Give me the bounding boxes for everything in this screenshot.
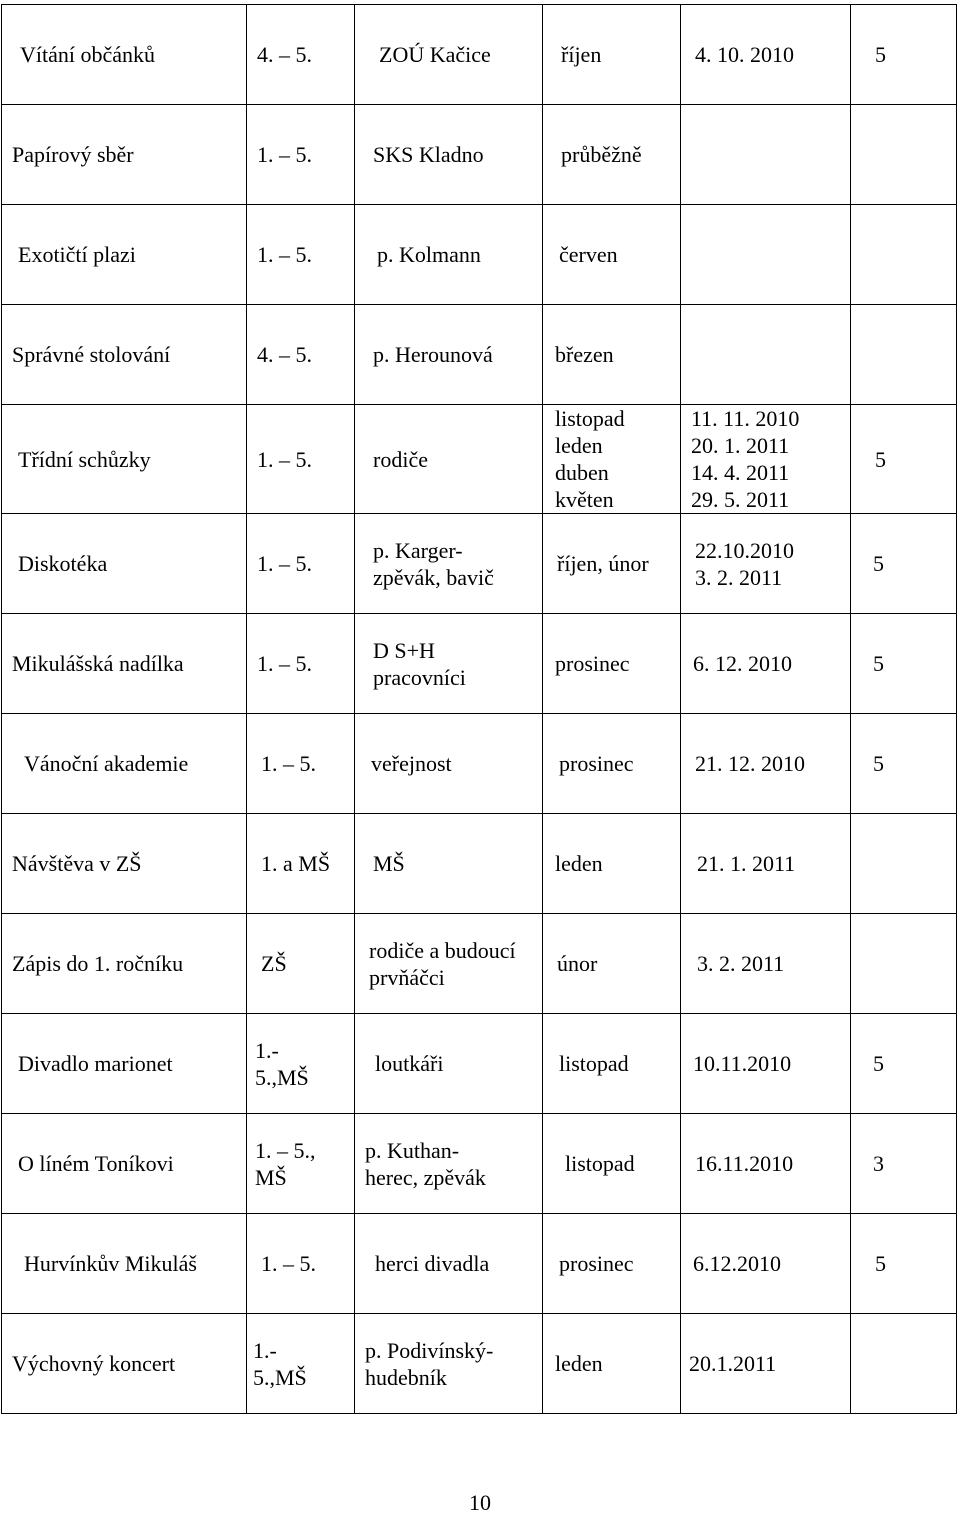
cell-text: leden [555,851,603,876]
table-cell [681,714,851,814]
cell-text: průběžně [561,142,642,167]
table-cell [851,814,957,914]
table-row [2,614,957,714]
cell-text: 1. – 5. [257,242,312,267]
table-cell [247,614,355,714]
table-row [2,205,957,305]
cell-text: leden [555,1351,603,1376]
table-cell [681,1214,851,1314]
table-cell [247,105,355,205]
cell-text: O líném Toníkovi [18,1151,174,1176]
table-cell [851,914,957,1014]
events-table-body [2,5,957,1414]
cell-text: 5 [875,446,886,472]
cell-text: SKS Kladno [373,142,484,167]
table-cell [247,405,355,514]
cell-text: Vánoční akademie [24,751,189,776]
cell-text: p. Kolmann [377,242,481,267]
cell-text: 3 [873,1151,884,1176]
cell-text: 5 [875,1251,886,1276]
table-cell [681,105,851,205]
table-row [2,5,957,105]
cell-text: 4. – 5. [257,342,312,367]
cell-text: p. Kuthan- herec, zpěvák [365,1137,486,1190]
cell-text: 16.11.2010 [695,1151,794,1176]
table-cell [355,1314,543,1414]
table-cell [355,714,543,814]
cell-text: 1. – 5. [257,651,312,676]
table-cell [2,5,247,105]
cell-text: Exotičtí plazi [18,242,136,267]
table-cell [543,914,681,1014]
cell-text: 1.- 5.,MŠ [253,1337,307,1390]
table-row [2,514,957,614]
table-cell [247,5,355,105]
table-cell [247,1214,355,1314]
table-cell [543,105,681,205]
table-cell [2,1114,247,1214]
cell-text: Papírový sběr [12,142,134,167]
cell-text: 4. 10. 2010 [695,42,794,67]
cell-text: 21. 1. 2011 [697,851,796,876]
cell-text: Třídní schůzky [18,446,151,472]
table-cell [355,5,543,105]
table-cell [543,714,681,814]
table-row [2,105,957,205]
cell-text: rodiče [373,446,428,472]
table-cell [355,814,543,914]
table-cell [543,1314,681,1414]
cell-text: 1. – 5. [257,551,312,576]
cell-text: listopad leden duben květen [555,406,625,512]
cell-text: herci divadla [375,1251,490,1276]
table-cell [851,514,957,614]
cell-text: 11. 11. 2010 20. 1. 2011 14. 4. 2011 29. 5. 2011 [691,406,800,512]
table-cell [681,614,851,714]
table-row [2,1114,957,1214]
table-cell [355,514,543,614]
table-cell [851,405,957,514]
cell-text: rodiče a budoucí prvňáčci [369,937,516,990]
table-cell [681,814,851,914]
table-row [2,1014,957,1114]
table-cell [2,1214,247,1314]
cell-text: 5 [873,751,884,776]
table-cell [355,305,543,405]
table-cell [355,205,543,305]
table-cell [247,914,355,1014]
table-cell [851,1014,957,1114]
table-cell [851,1314,957,1414]
table-cell [543,305,681,405]
table-cell [543,514,681,614]
cell-text: 5 [873,1051,884,1076]
table-cell [543,1214,681,1314]
table-cell [247,1314,355,1414]
cell-text: ZOÚ Kačice [379,42,491,67]
table-cell [851,1214,957,1314]
table-cell [681,305,851,405]
table-cell [851,305,957,405]
table-cell [2,1314,247,1414]
cell-text: veřejnost [371,751,452,776]
cell-text: 1. – 5. [257,446,312,472]
cell-text: 20.1.2011 [689,1351,777,1376]
cell-text: prosinec [555,651,630,676]
table-cell [851,5,957,105]
table-cell [681,405,851,514]
cell-text: p. Herounová [373,342,493,367]
table-cell [247,1014,355,1114]
cell-text: Mikulášská nadílka [12,651,184,676]
cell-text: 1. a MŠ [261,851,331,876]
cell-text: D S+H pracovníci [373,637,466,690]
table-cell [2,714,247,814]
table-cell [681,5,851,105]
table-cell [851,714,957,814]
table-cell [355,614,543,714]
cell-text: 5 [873,551,884,576]
cell-text: Správné stolování [12,342,171,367]
table-cell [2,405,247,514]
table-cell [681,205,851,305]
table-cell [2,105,247,205]
table-cell [2,614,247,714]
table-cell [355,914,543,1014]
table-cell [2,1014,247,1114]
cell-text: p. Podivínský- hudebník [365,1337,494,1390]
cell-text: 3. 2. 2011 [697,951,785,976]
cell-text: 10.11.2010 [693,1051,792,1076]
cell-text: 22.10.2010 3. 2. 2011 [695,537,794,590]
cell-text: 1. – 5. [261,1251,316,1276]
table-cell [851,205,957,305]
table-cell [681,1314,851,1414]
table-cell [681,914,851,1014]
table-cell [355,405,543,514]
table-cell [2,914,247,1014]
cell-text: 1.- 5.,MŠ [255,1037,309,1090]
table-cell [2,205,247,305]
table-cell [247,814,355,914]
table-row [2,405,957,514]
cell-text: Divadlo marionet [18,1051,173,1076]
table-cell [355,105,543,205]
table-cell [2,305,247,405]
table-cell [247,514,355,614]
cell-text: prosinec [559,1251,634,1276]
table-cell [247,305,355,405]
table-cell [247,1114,355,1214]
cell-text: březen [555,342,614,367]
table-row [2,305,957,405]
table-cell [355,1014,543,1114]
cell-text: únor [557,951,598,976]
cell-text: Zápis do 1. ročníku [12,951,184,976]
table-cell [247,205,355,305]
table-cell [543,5,681,105]
table-cell [355,1214,543,1314]
table-row [2,814,957,914]
cell-text: Diskotéka [18,551,108,576]
cell-text: Hurvínkův Mikuláš [24,1251,197,1276]
cell-text: červen [559,242,618,267]
cell-text: 5 [873,651,884,676]
table-cell [543,405,681,514]
table-cell [2,814,247,914]
table-cell [543,614,681,714]
table-cell [543,1114,681,1214]
cell-text: Návštěva v ZŠ [12,851,142,876]
cell-text: 1. – 5. [257,142,312,167]
table-row [2,1214,957,1314]
cell-text: listopad [559,1051,629,1076]
table-row [2,714,957,814]
cell-text: p. Karger- zpěvák, bavič [373,537,494,590]
cell-text: Vítání občánků [20,42,156,67]
cell-text: 6.12.2010 [693,1251,781,1276]
cell-text: listopad [565,1151,635,1176]
cell-text: 21. 12. 2010 [695,751,805,776]
table-cell [543,814,681,914]
table-cell [247,714,355,814]
table-cell [681,1014,851,1114]
table-cell [851,614,957,714]
table-cell [355,1114,543,1214]
cell-text: ZŠ [261,951,287,976]
cell-text: loutkáři [375,1051,444,1076]
cell-text: 1. – 5. [261,751,316,776]
cell-text: Výchovný koncert [12,1351,176,1376]
cell-text: říjen, únor [557,551,649,576]
table-cell [543,205,681,305]
table-row [2,1314,957,1414]
events-table [1,4,957,1414]
cell-text: říjen [561,42,602,67]
cell-text: MŠ [373,851,405,876]
cell-text: 4. – 5. [257,42,312,67]
table-cell [851,1114,957,1214]
table-row [2,914,957,1014]
page-number: 10 [469,1490,491,1515]
table-cell [681,514,851,614]
cell-text: prosinec [559,751,634,776]
cell-text: 1. – 5., MŠ [255,1137,316,1190]
table-cell [851,105,957,205]
cell-text: 5 [875,42,886,67]
table-cell [681,1114,851,1214]
table-cell [2,514,247,614]
table-cell [543,1014,681,1114]
cell-text: 6. 12. 2010 [693,651,792,676]
